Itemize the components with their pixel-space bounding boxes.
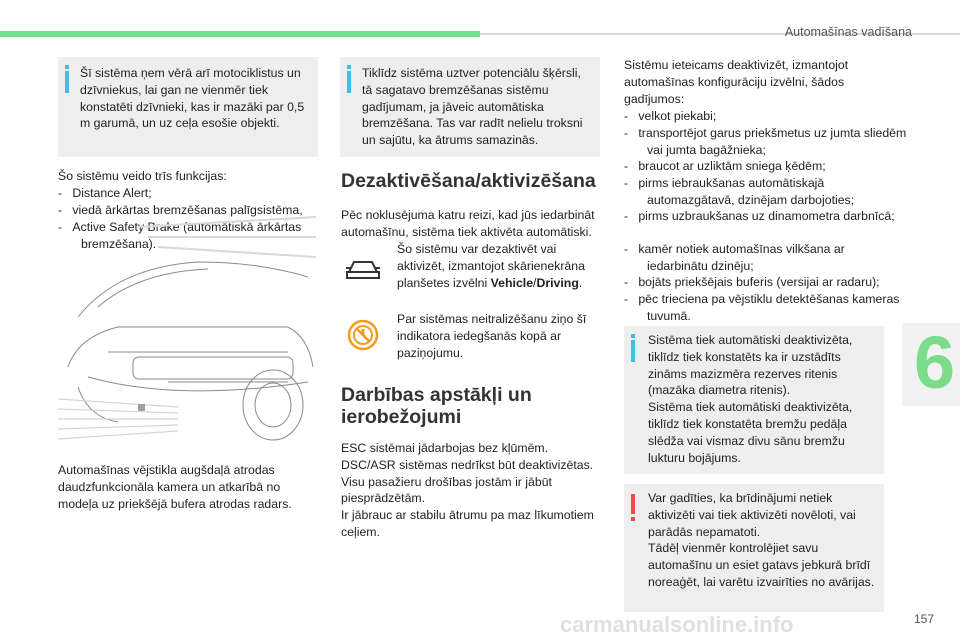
car-settings-text-start: Šo sistēmu var dezaktivēt vai aktivizēt, izmantojot skārienekrāna planšetes izvēlni [397, 242, 585, 290]
header-accent-bar [0, 31, 480, 37]
camera-caption: Automašīnas vējstikla augšdaļā atrodas daudzfunkcionāla kamera un atkarībā no modeļa uz priekšējā bufera atrodas radars. [58, 463, 292, 511]
car-settings-icon [343, 252, 383, 286]
heading-deactivation: Dezaktivēšana/aktivizēšana [341, 170, 596, 192]
chapter-tab [902, 323, 960, 406]
info-box-auto-deactivation [624, 326, 884, 474]
warning-icon [631, 494, 635, 514]
info-icon [631, 340, 635, 362]
info-icon [347, 71, 351, 93]
default-activation-text: Pēc noklusējuma katru reizi, kad jūs iedarbināt automašīnu, sistēma tiek aktivēta automātiski. [341, 208, 595, 239]
functions-intro: Šo sistēmu veido trīs funkcijas: [58, 169, 227, 183]
deactivation-item-5: - pirms uzbraukšanas uz dinamometra darbnīcā; [624, 209, 895, 223]
info-box-text: Tiklīdz sistēma uztver potenciālu šķērsli, tā sagatavo bremzēšanas sistēmu gadījumam, ja jāveic automātiska bremzēšana. Tas var radīt nelielu troksni un sajūtu, ka ātrums samazinās. [362, 66, 583, 148]
deactivation-item-4: - pirms iebraukšanas automātiskajā automazgātavā, dzinējam darbojoties; [624, 176, 855, 207]
heading-conditions: Darbības apstākļi un ierobežojumi [341, 384, 532, 428]
deactivation-item-1: - velkot piekabi; [624, 109, 717, 123]
menu-vehicle-label: Vehicle [490, 275, 534, 290]
chapter-number: 6 [914, 321, 956, 404]
function-item-1: - Distance Alert; [58, 186, 152, 200]
warning-box [624, 484, 884, 612]
conditions-text: ESC sistēmai jādarbojas bez kļūmēm. DSC/ASR sistēmas nedrīkst būt deaktivizētas. Visu pasažieru drošības jostām ir jābūt piesprādzētām. Ir jābrauc ar stabilu ātrumu pa maz līkumotiem ceļiem. [341, 441, 594, 539]
car-front-illustration [58, 167, 316, 457]
function-item-2: - viedā ārkārtas bremzēšanas palīgsistēma, [58, 203, 303, 217]
menu-separator: / [533, 275, 537, 290]
info-box-obstacle [340, 57, 600, 157]
function-item-3: - Active Safety Brake (automātiskā ārkārtas bremzēšana). [58, 220, 302, 251]
car-settings-text [397, 241, 602, 291]
page-number: 157 [913, 612, 934, 626]
car-settings-text-end: . [578, 275, 583, 290]
running-head: Automašīnas vadīšana [784, 25, 912, 39]
deactivation-item-8: - pēc trieciena pa vējstiklu detektēšanas kameras tuvumā. [624, 292, 900, 323]
deactivation-intro: Sistēmu ieteicams deaktivizēt, izmantojot automašīnas konfigurāciju izvēlni, šādos gadījumos: [624, 58, 849, 106]
warning-box-text: Var gadīties, ka brīdinājumi netiek aktivizēti vai tiek aktivizēti novēloti, vai parādās nepamatoti. Tādēļ vienmēr kontrolējiet savu automašīnu un esiet gatavs jebkurā brīdī noreaģēt, lai varētu izvairīties no avārijas. [648, 491, 875, 589]
watermark: carmanualsonline.info [560, 612, 794, 637]
deactivation-item-3: - braucot ar uzliktām sniega ķēdēm; [624, 159, 826, 173]
info-box-text: Šī sistēma ņem vērā arī motociklistus un dzīvniekus, lai gan ne vienmēr tiek konstatēti dzīvnieki, kas ir mazāki par 0,5 m garumā, un uz ceļa esošie objekti. [80, 66, 305, 131]
info-box-text: Sistēma tiek automātiski deaktivizēta, tiklīdz tiek konstatēts ka ir uzstādīts zināms mazizmēra rezerves ritenis (mazāka diametra ritenis). Sistēma tiek automātiski deaktivizēta, tiklīdz tiek konstatēta bremžu pedāļa slēdža vai vismaz divu sānu bremžu lukturu bojājums. [648, 333, 853, 465]
info-icon [65, 71, 69, 93]
deactivation-item-7: - bojāts priekšējais buferis (versijai ar radaru); [624, 275, 880, 289]
info-box-motorcycles [58, 57, 318, 157]
menu-driving-label: Driving [536, 275, 579, 290]
deactivation-item-6: - kamēr notiek automašīnas vilkšana ar iedarbinātu dzinēju; [624, 242, 845, 273]
system-disabled-warning-icon [343, 318, 383, 352]
indicator-text: Par sistēmas neitralizēšanu ziņo šī indikatora iedegšanās kopā ar paziņojumu. [397, 312, 587, 360]
deactivation-item-2: - transportējot garus priekšmetus uz jumta sliedēm vai jumta bagāžnieka; [624, 126, 907, 157]
